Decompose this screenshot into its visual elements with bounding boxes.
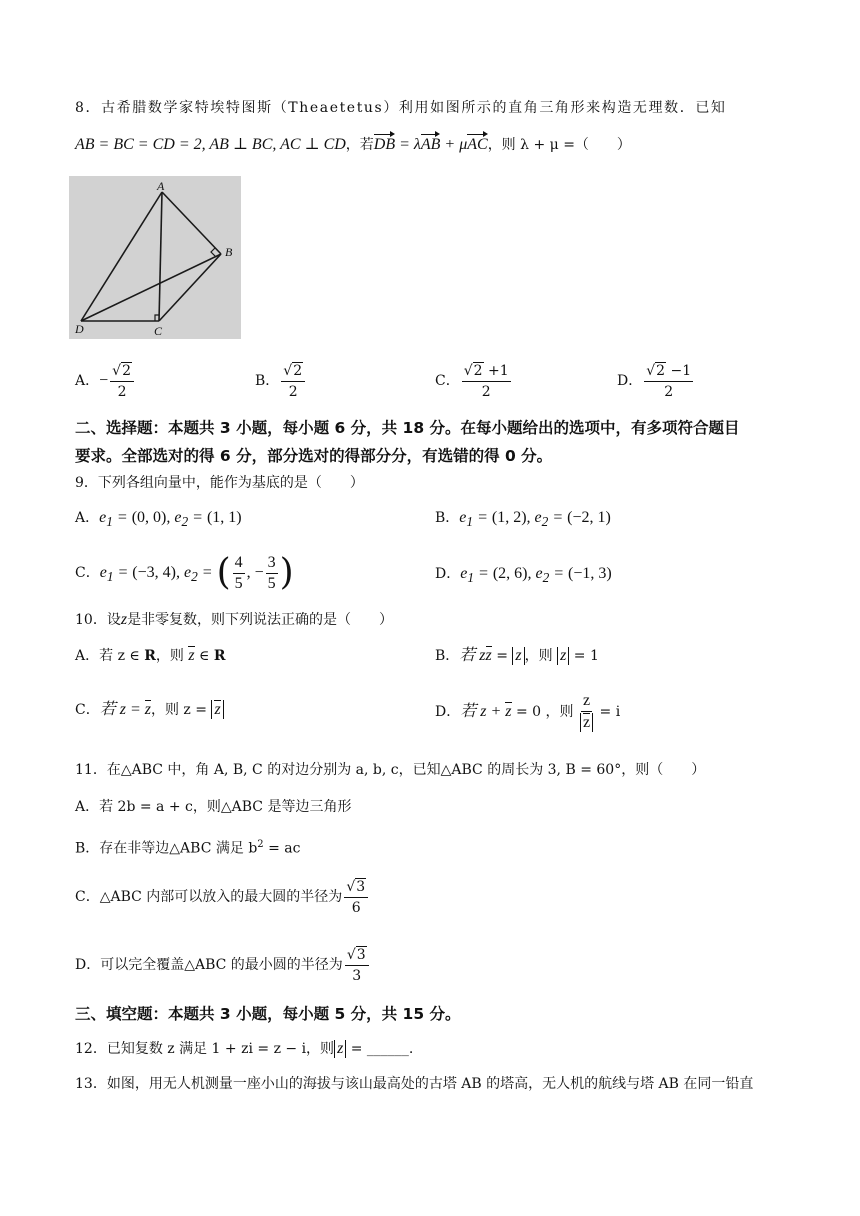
q10-option-d: D．若 z + z = 0 ，则 $\frac{z}{z}$ = i: [435, 692, 621, 731]
q11-option-d: D．可以完全覆盖△ABC 的最小圆的半径为 √ 3 3: [75, 940, 371, 990]
q8-stem-line1: 8．古希腊数学家特埃特图斯（Theaetetus）利用如图所示的直角三角形来构造无理数．已知: [75, 100, 727, 116]
q8-option-d: D． √ 2 −1 2: [617, 362, 692, 400]
q11-option-c: C．△ABC 内部可以放入的最大圆的半径为 √ 3 6: [75, 872, 370, 922]
q9-stem: 9．下列各组向量中，能作为基底的是（ ）: [75, 475, 364, 491]
vertex-label-B: B: [225, 245, 233, 259]
q13-stem: 13．如图，用无人机测量一座小山的海拔与该山最高处的古塔 AB 的塔高，无人机的航线与塔 AB 在同一铅直: [75, 1076, 754, 1092]
q9-option-b: B．$e_1 = (1$, 2), $e_2 = (-2$, 1): [435, 509, 611, 530]
q8-condition: AB = BC = CD = 2, AB ⊥ BC, AC ⊥ CD: [75, 136, 346, 153]
q10-option-a: A．若 z ∈ R，则 z ∈ R: [75, 647, 226, 664]
theaetetus-triangle-figure: [69, 176, 241, 339]
section-2-title-line1: 二、选择题：本题共 3 小题，每小题 6 分，共 18 分。在每小题给出的选项中，有多项符合题目: [75, 419, 740, 437]
q8-option-c: C． √ 2 +1 2: [435, 362, 509, 400]
q11-option-a: A．若 2b = a + c，则△ABC 是等边三角形: [75, 799, 352, 815]
vertex-label-C: C: [154, 324, 163, 338]
q8-plus: + μ: [440, 136, 468, 153]
vector-AC: AC: [467, 133, 487, 155]
q8-stem-line2: [75, 133, 631, 155]
q8-tail: ，则 λ + μ =（ ）: [487, 137, 631, 153]
vertex-label-D: D: [75, 322, 84, 336]
q10-option-c: C．若 z = z，则 z = z: [75, 700, 224, 720]
section-2-title-line2: 要求。全部选对的得 6 分，部分选对的得部分分，有选错的得 0 分。: [75, 447, 553, 465]
vector-AB: AB: [421, 133, 441, 155]
q9-option-c: C．$e_1 = (-3$, 4), $e_2$ = ( $\frac{4}{5}$ , − $\frac{3}{5}$ ): [75, 552, 294, 593]
vector-DB: DB: [374, 133, 395, 155]
q10-option-b: B．若 zz = z ，则 z = 1: [435, 647, 599, 664]
section-3-title: 三、填空题：本题共 3 小题，每小题 5 分，共 15 分。: [75, 1005, 461, 1023]
q9-option-d: D．$e_1 = (2$, 6), $e_2 = (-1$, 3): [435, 565, 612, 586]
q9-option-a: A．$e_1 = (0$, 0), $e_2 = (1$, 1): [75, 509, 242, 530]
q8-ruo: ，若: [345, 137, 374, 153]
q12-stem: 12．已知复数 z 满足 1 + zi = z − i，则 z = ______.: [75, 1040, 414, 1057]
q8-option-a: A．− √ 2 2: [75, 360, 136, 402]
q8-eq: = λ: [395, 136, 421, 153]
q11-stem: 11．在△ABC 中，角 A, B, C 的对边分别为 a, b, c，已知△ABC 的周长为 3, B = 60°，则（ ）: [75, 762, 706, 778]
q11-option-b: B．存在非等边△ABC 满足 $b^2$ = ac: [75, 839, 301, 857]
q10-stem: 10．设z是非零复数，则下列说法正确的是（ ）: [75, 611, 394, 628]
q8-option-b: B． √ 2 2: [255, 360, 307, 402]
vertex-label-A: A: [157, 179, 165, 193]
